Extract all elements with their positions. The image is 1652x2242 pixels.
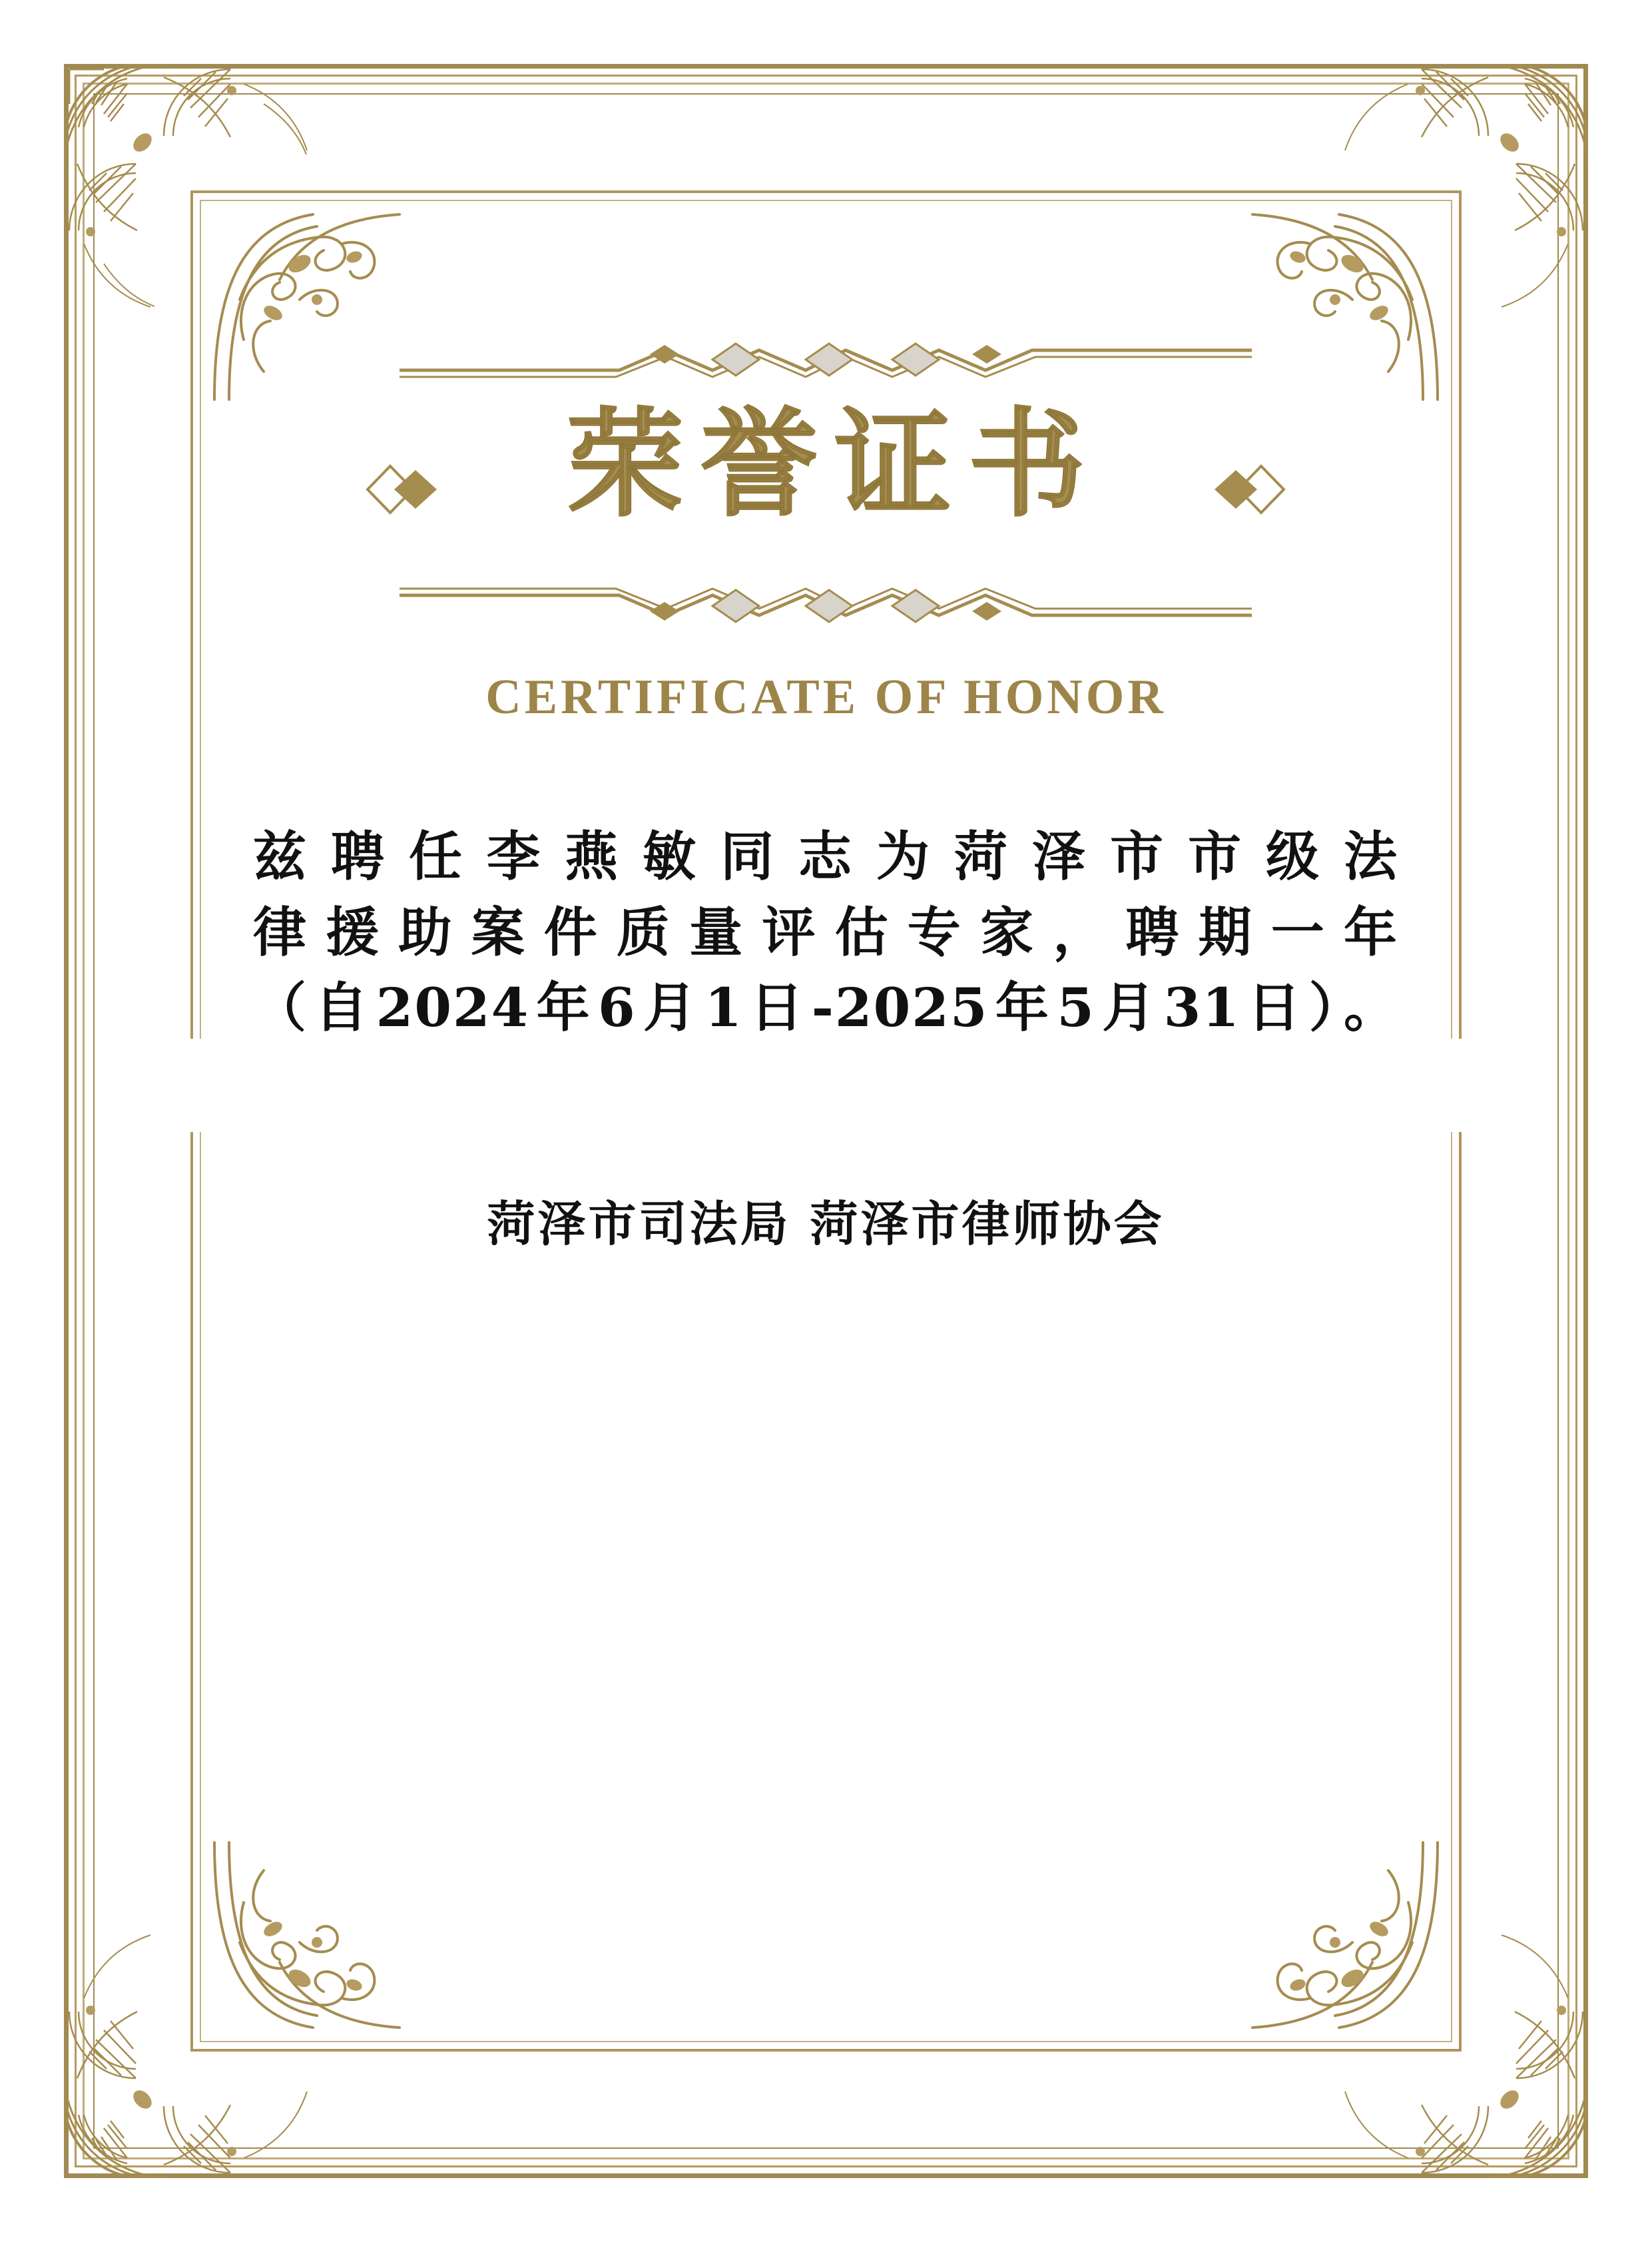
issuing-authority: 菏泽市司法局 菏泽市律师协会 [487, 1195, 1165, 1252]
diamond-chain-divider-icon [400, 586, 1252, 626]
inner-border-gap-right [1444, 1039, 1466, 1132]
inner-border-gap-left [185, 1039, 208, 1132]
certificate-title-english: CERTIFICATE OF HONOR [485, 670, 1167, 724]
certificate-title-chinese: 荣誉证书 [567, 396, 1103, 533]
diamond-chain-divider-icon [400, 340, 1252, 380]
body-line-2: 律援助案件质量评估专家，聘期一年 [253, 900, 1398, 964]
certificate-body [253, 819, 1398, 1046]
body-line-1: 兹聘任李燕敏同志为菏泽市市级法 [253, 825, 1398, 888]
body-line-3: （自2024年6月1日-2025年5月31日）。 [253, 976, 1398, 1039]
